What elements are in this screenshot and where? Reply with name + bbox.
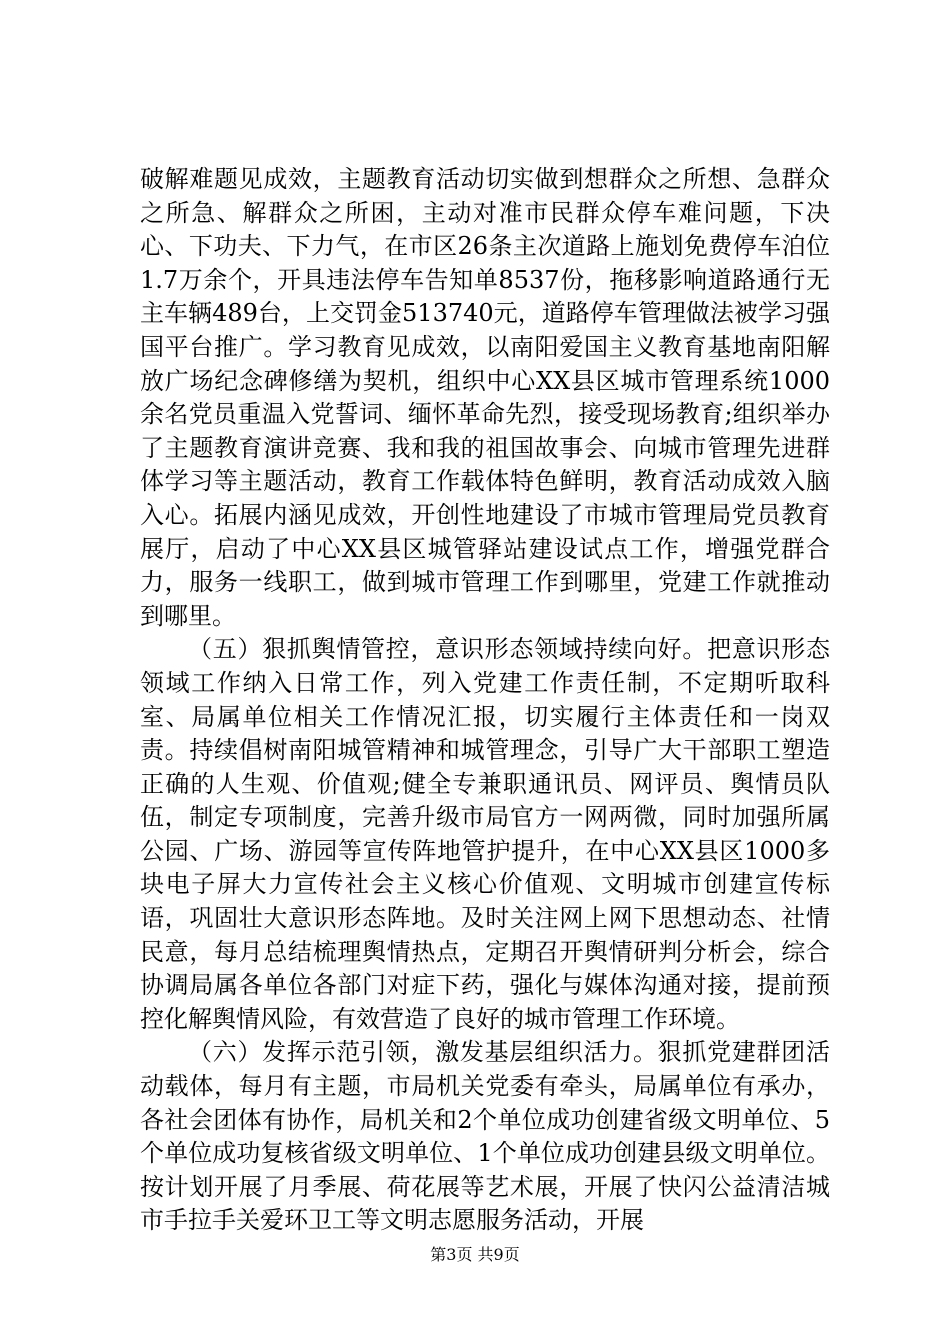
paragraph-section-6: （六）发挥示范引领，激发基层组织活力。狠抓党建群团活动载体，每月有主题，市局机关党委有牵头，局属单位有承办，各社会团体有协作，局机关和2个单位成功创建省级文明单位、5个单位成功复核省级文明单位、1个单位成功创建县级文明单位。按计划开展了月季展、荷花展等艺术展，开展了快闪公益清洁城市手拉手关爱环卫工等文明志愿服务活动，开展 — [140, 1038, 830, 1235]
paragraph-section-5: （五）狠抓舆情管控，意识形态领域持续向好。把意识形态领域工作纳入日常工作，列入党建工作责任制，不定期听取科室、局属单位相关工作情况汇报，切实履行主体责任和一岗双责。持续倡树南阳城管精神和城管理念，引导广大干部职工塑造正确的人生观、价值观;健全专兼职通讯员、网评员、舆情员队伍，制定专项制度，完善升级市局官方一网两微，同时加强所属公园、广场、游园等宣传阵地管护提升，在中心XX县区1000多块电子屏大力宣传社会主义核心价值观、文明城市创建宣传标语，巩固壮大意识形态阵地。及时关注网上网下思想动态、社情民意，每月总结梳理舆情热点，定期召开舆情研判分析会，综合协调局属各单位各部门对症下药，强化与媒体沟通对接，提前预控化解舆情风险，有效营造了良好的城市管理工作环境。 — [140, 635, 830, 1033]
paragraph-continuation: 破解难题见成效，主题教育活动切实做到想群众之所想、急群众之所急、解群众之所困，主动对准市民群众停车难问题，下决心、下功夫、下力气，在市区26条主次道路上施划免费停车泊位1.7万余个，开具违法停车告知单8537份，拖移影响道路通行无主车辆489台，上交罚金513740元，道路停车管理做法被学习强国平台推广。学习教育见成效，以南阳爱国主义教育基地南阳解放广场纪念碑修缮为契机，组织中心XX县区城市管理系统1000余名党员重温入党誓词、缅怀革命先烈，接受现场教育;组织举办了主题教育演讲竞赛、我和我的祖国故事会、向城市管理先进群体学习等主题活动，教育工作载体特色鲜明，教育活动成效入脑入心。拓展内涵见成效，开创性地建设了市城市管理局党员教育展厅，启动了中心XX县区城管驿站建设试点工作，增强党群合力，服务一线职工，做到城市管理工作到哪里，党建工作就推动到哪里。 — [140, 165, 830, 630]
page-number-footer: 第3页 共9页 — [430, 1245, 520, 1264]
document-body — [140, 163, 830, 1238]
